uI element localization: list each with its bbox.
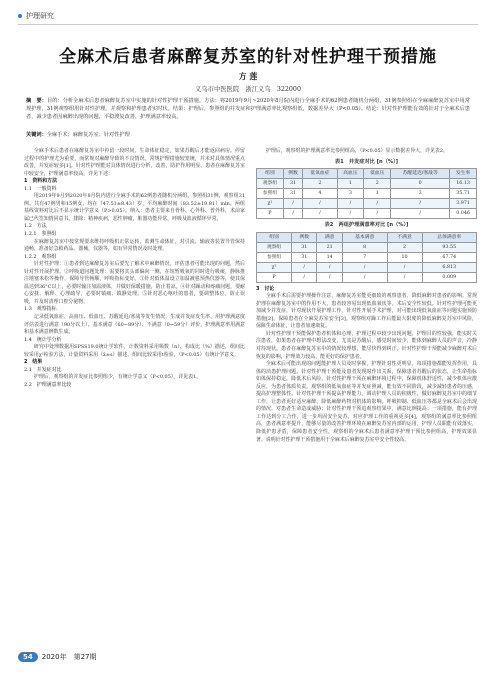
paragraph: 护理后，观察组的并发症比参照组少，有统计学意义（P<0.05），详见表1。 (33, 374, 202, 381)
bullet-icon (18, 14, 22, 18)
table1-caption: 表1 并发症对比 [n（%）] (334, 158, 399, 165)
table-cell: P (257, 209, 284, 219)
table-cell: / (391, 199, 450, 209)
section-heading: 3 讨论 (256, 285, 275, 292)
table2-caption: 表2 两组护理满意率对比 [n（%）] (324, 222, 409, 229)
section-heading: 2.2 护理满意率比较 (24, 381, 72, 388)
table-row (257, 199, 477, 209)
table-cell: 93.55 (422, 242, 476, 252)
table-row (257, 262, 477, 272)
table-cell: 31 (283, 189, 302, 199)
page-number: 54 (18, 652, 38, 662)
keywords-text: 全麻手术；麻醉复苏室；针对性护理 (46, 132, 130, 138)
table-header-cell: 低血压 (364, 169, 391, 179)
section-heading: 1.1 一般资料 (24, 185, 57, 192)
table-header-cell: 组别 (257, 232, 292, 242)
table-cell: 1 (364, 189, 391, 199)
issue-label: 2020年 第27期 (41, 653, 97, 661)
paragraph: 全麻手术后患者在麻醉复苏室中停留一段时间，生命体征稳定，如果苏醒后才能返回病房。停留过程中的护理尤为重要，而常规对麻醉导致的不良情况，常规护理措施较笼统，并未对具体情况重点改善，并发症较多[1]。针对性护理能对具体情况进行分析，改善，防护作用明显，患者在麻醉复苏室中较安全，护理满意率较高，详见下述： (24, 148, 245, 177)
table-header-cell: 满意 (317, 232, 342, 242)
table-cell: / (317, 262, 342, 272)
table-cell: 1 (337, 179, 364, 189)
abstract-label: 摘 要： (26, 98, 47, 104)
table-header-cell: 组别 (257, 169, 284, 179)
abstract (26, 97, 470, 121)
table-header-cell: 苏醒延迟/寒战等 (391, 169, 450, 179)
section-heading: 1.2.2 观察组 (24, 253, 57, 260)
table-cell: / (364, 209, 391, 219)
table-cell: 观察组 (257, 242, 292, 252)
table-cell: / (342, 272, 387, 282)
section-heading: 1.3 观察指标 (24, 306, 57, 313)
table-cell: 参照组 (257, 252, 292, 262)
table-header-cell: 发生率 (450, 169, 477, 179)
table-cell: / (292, 272, 317, 282)
paragraph: 针对性护理：①患者到达麻醉复苏室后要先了解术中麻醉情况，评估患者可能出现的问题，然后针对性开展护理。②呼吸道问题处理：需要将其头部偏向一侧，在短暂吸氧的同时进行吸痰，静脉推注地塞米松等操作，保障导管畅顺，呼吸指标变好。③针对低体温设立加温被毯预热仪器等，使其保温达到36°C以上，必要时输注加温液体，并做好保暖措施，防止着凉。④针对躁动和疼痛问题，要耐心安抚、解释、心理疏导，必要时镇痛、镇静处理。⑤针对恶心呕吐的患者，要调整体位，防止误吸，并及时清理口腔分泌物。 (24, 261, 245, 305)
section-heading: 1 资料和方法 (24, 178, 58, 185)
table-cell: / (337, 209, 364, 219)
header-divider (18, 24, 478, 25)
table-cell: 4 (303, 189, 337, 199)
table-cell: 35.71 (450, 189, 477, 199)
table-row (257, 209, 477, 219)
table-header-cell: 高血压 (337, 169, 364, 179)
table-cell: 31 (292, 242, 317, 252)
table-cell: 3 (391, 189, 450, 199)
author-affiliation: 义乌市中医医院 浙江义乌 322000 (195, 86, 301, 93)
table-cell: / (283, 209, 302, 219)
table-header-cell: 低氧血症 (303, 169, 337, 179)
table-cell: 14 (317, 252, 342, 262)
paragraph: 全麻术后可能出现的问题能护理人员及时掌握，护理针对性更明显，每项措施都能发挥作用，具体的消患护理问题。针对性护理干预能及患者发现时作出关系，保障患者苏醒后的状态，让生命指标如体保持稳定，降低术后风险，针对性护理干预在麻醉环境过程中，保障机体舒适性，减少机体应激反应，为患者体质负责。观察组的低氧血症等并发症照减，能有效不同阶段，减少减轻患者的压感，提高护理整体性。针对性护理干预提高护理能力，调动护理人员的积极性，做好麻醉复苏室中的细节工作，让患者更好适应麻醉，降低麻醉药物对机体的影响。呼吸抑制、低血压等都是全麻术后会出现的情况，对患者生命造成威胁；针对性护理干预追观察结果中，满意比例提高；一项措施，能有护理工作达到分工合作，进一步巩固安全复苏，对应护理工作的重视更多[4]，观察组的满意率比参照组高，患者满意率提升，能够尽量的改善护理环境在麻醉复苏室内部的运用，护理人员职能有效落实，降低护患矛盾，保障患者安全性，观察组的全麻术后患者满意率护理干预比参照组高，护理效果显著。说明针对性护理干预措施用于全麻术后麻醉复苏室中安全性较高。 (256, 361, 477, 443)
table-cell: 3.971 (450, 199, 477, 209)
table-row (257, 272, 477, 282)
table-cell: 31 (292, 252, 317, 262)
table-header-cell: 例数 (283, 169, 302, 179)
section-heading: 2 结果 (24, 359, 43, 366)
table-cell: 10 (387, 252, 422, 262)
table-row (257, 242, 477, 252)
table-cell: P (257, 272, 292, 282)
table-cell: 8 (342, 242, 387, 252)
table-cell: 2 (364, 179, 391, 189)
section-header (18, 11, 54, 21)
table-cell: / (391, 209, 450, 219)
table-cell: / (283, 199, 302, 209)
table-cell: 3 (337, 189, 364, 199)
discussion-body (256, 286, 477, 444)
table-cell: χ² (257, 199, 284, 209)
paragraph: 研究中处理数据用SPSS19.0统计学软件，计数资料采用频数（n）、构成比（%）描述，组间比较采用χ²检验方法，计量资料采用（x̄±s）描述，组间比较采用t检验，（P<0.05）有统计学意义。 (24, 344, 245, 358)
table-cell: / (292, 262, 317, 272)
table-cell: / (317, 272, 342, 282)
complications-table (256, 168, 477, 219)
table-cell: 参照组 (257, 189, 284, 199)
table-cell: / (342, 262, 387, 272)
results-intro: 护理后，观察组的护理满意率比参照组高，（P<0.05）显示数据差异大，详见表2。 (265, 148, 448, 154)
table-cell: / (303, 209, 337, 219)
table-cell: / (364, 199, 391, 209)
table-cell: 7 (342, 252, 387, 262)
table-cell: 21 (317, 242, 342, 252)
table-cell: / (387, 272, 422, 282)
paragraph: 记录低氧血症、高血压、低血压、苏醒延迟/寒战等发生情况，生成并发症发生率。用护理满意度评估表进行满意（90分以上）、基本满意（60~89分）、不满意（0~59分）评价，护理满意率用满意和基本满意例数生成。 (24, 314, 245, 336)
abstract-text: 目的：分析全麻术后患者麻醉复苏室中实施的针对性护理干预措施。方法：将2019年9月~2020年8月院内进行全麻手术的62例患者随机分两组，31例参照组在全麻麻醉复苏室中用常规护理，31例观察组用针对性护理，并观察和护理患者实时状。结果：护理后，参照组的并发症和护理满意率比观察组低，数据差异大（P<0.05）。结论：针对性护理能有效的针对于全麻术后患者，减少患者因麻醉出现的问题，平稳渡复改善，护理满意率较高。 (26, 98, 470, 121)
table-cell: χ² (257, 262, 292, 272)
table-cell: 16.13 (450, 179, 477, 189)
table-cell: 2 (387, 242, 422, 252)
table-cell: / (337, 199, 364, 209)
right-column (256, 148, 477, 444)
table-cell: 0.009 (422, 272, 476, 282)
section-heading: 1.4 统计学分析 (24, 336, 62, 343)
table-cell: 31 (283, 179, 302, 189)
table-cell: 观察组 (257, 179, 284, 189)
table-cell: 67.74 (422, 252, 476, 262)
paragraph: 用2019年9月到2020年8月院内进行全麻手术的62例患者随机分两组，参照组31例，观察组31例。共有47例男和15例女，均在（47.51±8.43）岁，平均麻醉时间（83.52±19.81）min。两组基线资料对比后不显示统计学意义（P>0.05）。纳入：患者主要来自骨科、心外科、普外科，术前家属已代签知情同意书。排除：精神疾病，恶性肿瘤，脏器功能异常，呼吸及血液循环异常。 (24, 193, 245, 222)
table-header-cell: 总体满意率 (422, 232, 476, 242)
keywords-label: 关键词： (26, 132, 47, 138)
table-header-cell: 基本满意 (342, 232, 387, 242)
author-name: 方 莲 (238, 72, 258, 81)
paragraph: 针对性护理干预能保护患者机体和心理，护理过程中较少出现问题，护理目的性较强，能实时关注患者，如果患者在护理中想法改变，尤其是苏醒后，感觉时间较少，能体到麻醉人员的声音，冷静对待现状。患者在麻醉复苏室中的情况较理想，能尽快得到纠正。针对性护理干预能减少麻醉对术后恢复的影响，护理效力较高，能更好的保护患者。 (256, 330, 477, 360)
table-row (257, 189, 477, 199)
table-row (257, 252, 477, 262)
section-label: 护理研究 (26, 12, 54, 20)
table-cell: 2 (303, 179, 337, 189)
section-heading: 2.1 并发症对比 (24, 366, 62, 373)
table-cell: / (387, 262, 422, 272)
table-cell: 0 (391, 179, 450, 189)
page-footer (18, 652, 96, 662)
left-column (24, 148, 245, 390)
table-cell: 0.046 (450, 209, 477, 219)
table-cell: / (303, 199, 337, 209)
satisfaction-table (256, 232, 477, 283)
table-row (257, 179, 477, 189)
article-title: 全麻术后患者麻醉复苏室的针对性护理干预措施 (59, 47, 437, 67)
paragraph: 在麻醉复苏室中按常规要求维持呼吸机正常运转，监测生命体征，对引流、输液等装置导管保持通畅，准备好急救药品、器械，仪器等，如有异常情况及时处理。 (24, 238, 245, 253)
keywords (26, 131, 470, 139)
table-header-cell: 例数 (292, 232, 317, 242)
table-header-cell: 不满意 (387, 232, 422, 242)
section-heading: 1.2.1 参照组 (24, 231, 57, 238)
table-cell: 6.813 (422, 262, 476, 272)
section-heading: 1.2 方法 (24, 223, 47, 230)
paragraph: 全麻手术后需要护理操作注意，麻醉复苏室能更细致的观察患者，降低麻醉对患者的影响。常规护理在麻醉复苏室中的作用不大，患者较容易出现低血氧状等，术后安全性较低。针对性护理可能更加减少并发症，针对现状开展护理工作，针对性开展手术护理，对可能出现低氧血症等问题实施预防措施[2]，保障患者在全麻复苏室安全[3]。观察组对躁工作后能最大限度的降低麻醉复苏室中风险，保障生命体征，让患者加速康复。 (256, 293, 477, 330)
